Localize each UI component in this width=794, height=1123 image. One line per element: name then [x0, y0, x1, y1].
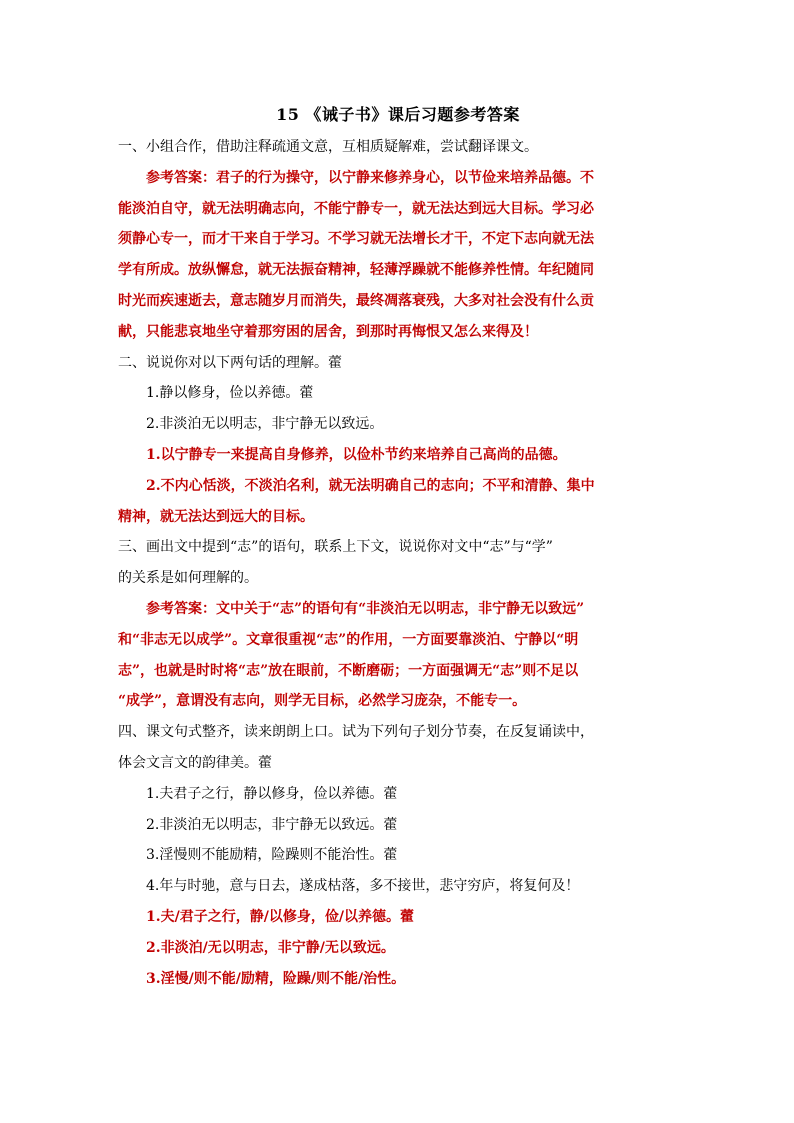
question-block — [118, 409, 678, 440]
answer-line: “成学”，意谓没有志向，则学无目标，必然学习庞杂，不能专一。 — [118, 693, 527, 710]
question-line: 2.非淡泊无以明志，非宁静无以致远。藿 — [146, 816, 398, 833]
question-block — [118, 779, 678, 810]
question-block — [118, 132, 678, 163]
question-block — [118, 378, 678, 409]
question-line: 二、说说你对以下两句话的理解。藿 — [118, 354, 342, 371]
question-line: 4.年与时驰，意与日去，遂成枯落，多不接世，悲守穷庐，将复何及！ — [146, 878, 580, 895]
answer-line: 参考答案：君子的行为操守，以宁静来修养身心，以节俭来培养品德。不 — [146, 169, 594, 186]
answer-line: 精神，就无法达到远大的目标。 — [118, 508, 314, 525]
question-line: 3.淫慢则不能励精，险躁则不能治性。藿 — [146, 847, 398, 864]
question-block — [118, 717, 678, 779]
answer-line: 参考答案：文中关于“志”的语句有“非淡泊无以明志，非宁静无以致远” — [146, 600, 585, 617]
answer-line: 须静心专一，而才干来自于学习。不学习就无法增长才干，不定下志向就无法 — [118, 231, 594, 248]
answer-line: 2.不内心恬淡，不淡泊名利，就无法明确自己的志向；不平和清静、集中 — [146, 477, 595, 494]
document-body — [118, 132, 678, 994]
answer-block — [118, 594, 678, 717]
question-block — [118, 532, 678, 594]
answer-line: 2.非淡泊/无以明志，非宁静/无以致远。 — [146, 939, 395, 956]
answer-block — [118, 933, 678, 964]
question-line: 体会文言文的韵律美。藿 — [118, 754, 272, 771]
answer-block — [118, 163, 678, 348]
answer-block — [118, 471, 678, 533]
question-line: 四、课文句式整齐，读来朗朗上口。试为下列句子划分节奏，在反复诵读中， — [118, 724, 594, 741]
question-line: 2.非淡泊无以明志，非宁静无以致远。 — [146, 416, 384, 433]
answer-line: 和“非志无以成学”。文章很重视“志”的作用，一方面要靠淡泊、宁静以“明 — [118, 631, 579, 648]
question-line: 三、画出文中提到“志”的语句，联系上下文，说说你对文中“志”与“学” — [118, 539, 553, 556]
question-line: 一、小组合作，借助注释疏通文意，互相质疑解难，尝试翻译课文。 — [118, 139, 538, 155]
question-block — [118, 348, 678, 379]
question-block — [118, 871, 678, 902]
answer-line: 时光而疾速逝去，意志随岁月而消失，最终凋落衰残，大多对社会没有什么贡 — [118, 292, 594, 309]
answer-block — [118, 902, 678, 933]
document-title: 15 《诫子书》课后习题参考答案 — [276, 105, 520, 124]
question-block — [118, 810, 678, 841]
question-block — [118, 840, 678, 871]
answer-block — [118, 964, 678, 995]
answer-line: 能淡泊自守，就无法明确志向，不能宁静专一，就无法达到远大目标。学习必 — [118, 200, 594, 217]
answer-line: 志”，也就是时时将“志”放在眼前，不断磨砺；一方面强调无“志”则不足以 — [118, 662, 579, 679]
question-line: 1.夫君子之行，静以修身，俭以养德。藿 — [146, 785, 398, 802]
question-line: 的关系是如何理解的。 — [118, 570, 258, 587]
answer-block — [118, 440, 678, 471]
document-page — [118, 98, 678, 994]
answer-line: 学有所成。放纵懈怠，就无法振奋精神，轻薄浮躁就不能修养性情。年纪随同 — [118, 262, 594, 279]
answer-line: 献，只能悲哀地坐守着那穷困的居舍，到那时再悔恨又怎么来得及！ — [118, 323, 538, 340]
answer-line: 1.以宁静专一来提高自身修养，以俭朴节约来培养自己高尚的品德。 — [146, 446, 567, 463]
question-line: 1.静以修身，俭以养德。藿 — [146, 385, 314, 402]
answer-line: 3.淫慢/则不能/励精，险躁/则不能/治性。 — [146, 970, 406, 987]
answer-line: 1.夫/君子之行，静/以修身，俭/以养德。藿 — [146, 908, 414, 925]
